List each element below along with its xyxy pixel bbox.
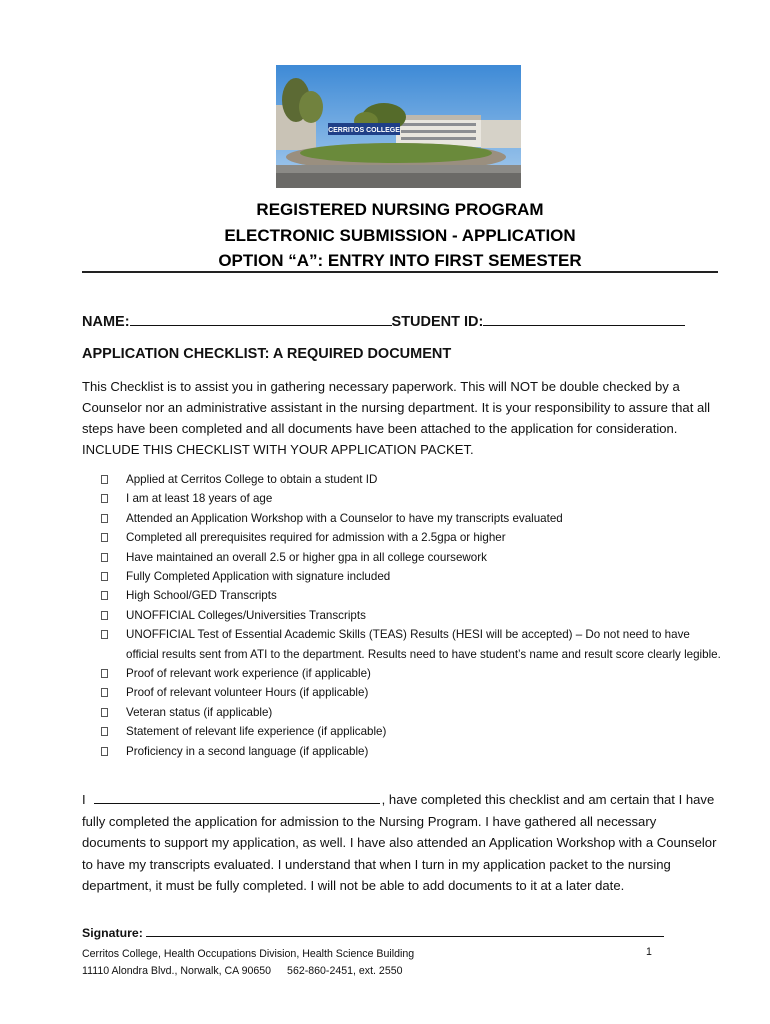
certification-prefix: I	[82, 792, 86, 807]
checklist-item	[101, 489, 721, 508]
certifier-name-field[interactable]	[94, 791, 380, 804]
checklist-item-label: Statement of relevant life experience (if applicable)	[126, 725, 387, 739]
certification-paragraph	[82, 789, 722, 897]
checkbox[interactable]	[101, 630, 108, 639]
student-id-field[interactable]	[483, 311, 685, 326]
student-id-label: STUDENT ID:	[391, 314, 484, 330]
footer-phone: 562-860-2451, ext. 2550	[287, 965, 403, 977]
campus-photo-image	[276, 65, 521, 188]
page-footer	[82, 946, 414, 980]
certification-statement	[82, 789, 722, 897]
checklist-item	[101, 548, 721, 567]
signature-label: Signature:	[82, 926, 143, 940]
checklist-item	[101, 606, 721, 625]
checklist-item	[101, 470, 721, 489]
checklist-items	[101, 470, 721, 761]
footer-address: 11110 Alondra Blvd., Norwalk, CA 90650	[82, 965, 272, 977]
checklist-item-label: Attended an Application Workshop with a Counselor to have my transcripts evaluated	[126, 511, 563, 525]
document-title	[82, 197, 718, 274]
checklist-item-label: Completed all prerequisites required for admission with a 2.5gpa or higher	[126, 531, 506, 545]
checklist-item	[101, 625, 721, 664]
checkbox[interactable]	[101, 708, 108, 717]
title-divider	[82, 271, 718, 273]
checkbox[interactable]	[101, 611, 108, 620]
campus-sign-text: CERRITOS COLLEGE	[328, 127, 400, 134]
name-id-row	[82, 311, 718, 330]
title-line-3: OPTION “A”: ENTRY INTO FIRST SEMESTER	[218, 251, 582, 270]
checkbox[interactable]	[101, 572, 108, 581]
checklist-item	[101, 509, 721, 528]
checklist-item-label: UNOFFICIAL Colleges/Universities Transcripts	[126, 608, 366, 622]
checklist-item-label: I am at least 18 years of age	[126, 492, 273, 506]
signature-row	[82, 924, 664, 940]
checklist-item	[101, 683, 721, 702]
checklist-item-label: High School/GED Transcripts	[126, 589, 277, 603]
checkbox[interactable]	[101, 669, 108, 678]
title-line-2: ELECTRONIC SUBMISSION - APPLICATION	[224, 225, 576, 245]
name-label: NAME:	[82, 314, 130, 330]
checkbox[interactable]	[101, 727, 108, 736]
checkbox[interactable]	[101, 591, 108, 600]
checklist-item-label: Proof of relevant volunteer Hours (if applicable)	[126, 686, 369, 700]
checkbox[interactable]	[101, 475, 108, 484]
signature-field[interactable]	[146, 924, 664, 937]
checklist-intro	[82, 376, 722, 460]
checkbox[interactable]	[101, 688, 108, 697]
checklist-item	[101, 528, 721, 547]
checkbox[interactable]	[101, 494, 108, 503]
checklist-intro-text: This Checklist is to assist you in gathering necessary paperwork. This will NOT be double checked by a Counselor nor an administrative assistant in the nursing department. It is your responsibility to assure that all steps have been completed and all documents have been attached to the application for consideration. INCLUDE THIS CHECKLIST WITH YOUR APPLICATION PACKET.	[82, 379, 711, 457]
certification-text: , have completed this checklist and am certain that I have fully completed the application for admission to the Nursing Program. I have gathered all necessary documents to support my application, as well. I have also attended an Application Workshop with a Counselor to have my transcripts evaluated. I understand that when I turn in my application packet to the nursing department, it must be fully completed. I will not be able to add documents to it at a later date.	[82, 792, 717, 894]
checkbox[interactable]	[101, 533, 108, 542]
checklist-item-label: Proficiency in a second language (if applicable)	[126, 744, 369, 758]
checklist-heading: APPLICATION CHECKLIST: A REQUIRED DOCUMENT	[82, 346, 452, 362]
checkbox[interactable]	[101, 553, 108, 562]
checklist-item-label: UNOFFICIAL Test of Essential Academic Skills (TEAS) Results (HESI will be accepted) – Do not need to have official results sent from ATI to the department. Results need to have student’s name and result score clearly legible.	[126, 628, 721, 661]
page-number: 1	[646, 946, 652, 958]
checkbox[interactable]	[101, 514, 108, 523]
checklist-item-label: Fully Completed Application with signature included	[126, 570, 391, 584]
checklist-item	[101, 722, 721, 741]
checklist-item	[101, 664, 721, 683]
footer-line-2	[82, 963, 414, 980]
checkbox[interactable]	[101, 747, 108, 756]
checklist-item	[101, 703, 721, 722]
footer-line-1: Cerritos College, Health Occupations Division, Health Science Building	[82, 948, 415, 960]
checklist-item	[101, 567, 721, 586]
title-line-1: REGISTERED NURSING PROGRAM	[256, 200, 544, 219]
checklist-item	[101, 586, 721, 605]
checklist-item-label: Proof of relevant work experience (if applicable)	[126, 667, 371, 681]
checklist-item-label: Applied at Cerritos College to obtain a student ID	[126, 473, 378, 486]
name-field[interactable]	[130, 311, 392, 326]
checklist-item	[101, 742, 721, 761]
campus-photo	[276, 65, 521, 188]
checklist-item-label: Have maintained an overall 2.5 or higher gpa in all college coursework	[126, 550, 487, 564]
checklist-item-label: Veteran status (if applicable)	[126, 705, 273, 719]
